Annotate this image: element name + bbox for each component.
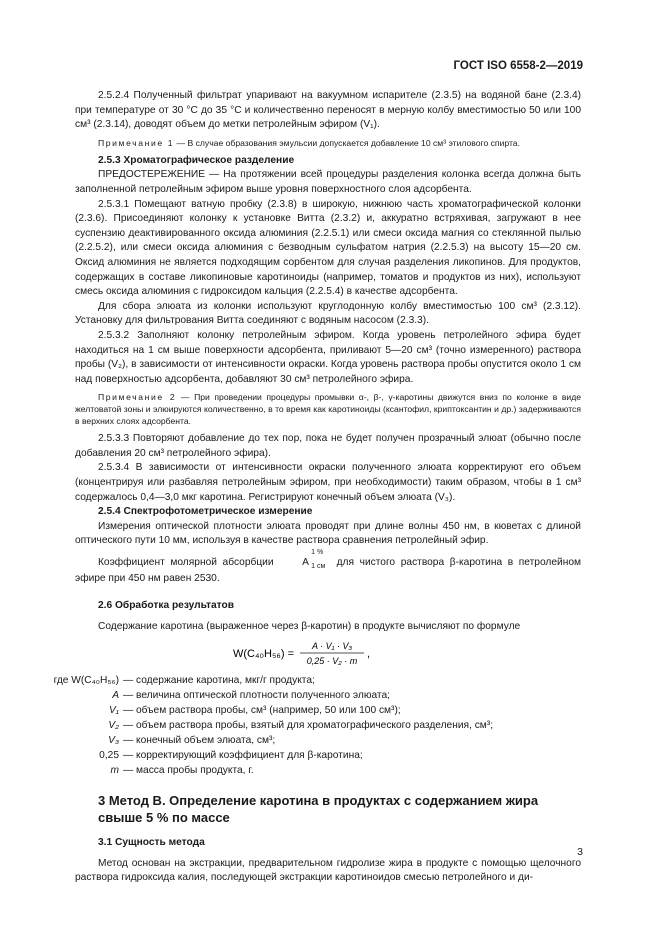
paragraph-collection: Для сбора элюата из колонки используют круглодонную колбу вместимостью 100 см³ (2.3.12). Установку для фильтрования Витта соединяют с водяным насосом (2.3.3). [75, 300, 581, 327]
absorption-sup: 1 % [311, 549, 324, 557]
absorption-text-after: для чистого раствора β-каротина в петролейном эфире при 450 нм равен 2530. [75, 557, 581, 585]
paragraph-2-5-3-4: 2.5.3.4 В зависимости от интенсивности окраски полученного элюата корректируют его объем (концентрируя или разбавляя петролейным эфиром, при необходимости) таким образом, чтобы в 1 см³ содержалось 0,4—3,0 мкг каротина. Регистрируют конечный объем элюата (V₃). [75, 462, 581, 503]
definition-row [23, 688, 581, 703]
formula-numerator: A · V₁ · V₃ [311, 641, 353, 652]
definition-symbol: A [112, 690, 119, 702]
formula-definitions [23, 673, 581, 778]
definition-row [23, 703, 581, 718]
paragraph-2-5-2-4: 2.5.2.4 Полученный фильтрат упаривают на вакуумном испарителе (2.3.5) на водяной бане (2.3.4) при температуре от 30 °С до 35 °С и количественно переносят в мерную колбу вместимостью 50 или 100 см³ (2.3.14), доводят объем до метки петролейным эфиром (V₁). [75, 90, 581, 131]
definition-text: — величина оптической плотности полученного элюата; [123, 690, 390, 702]
absorption-sub: 1 см [311, 563, 326, 571]
paragraph-2-5-3-1: 2.5.3.1 Помещают ватную пробку (2.3.8) в широкую, нижнюю часть хроматографической колонки (2.3.6). Присоединяют колонку к установке Витта (2.3.2) и, аккуратно встряхивая, загружают в нее суспензию деактивированного оксида алюминия (2.2.5.1) или смеси оксида магния со стеклянной пылью (2.2.5.2), или смеси оксида алюминия с безводным сульфатом натрия (2.2.5.3) на высоту 15—20 см. Оксид алюминия не является подходящим сорбентом для случая разделения ликопинов. Для продуктов, содержащих в составе ликопиновые каротиноиды (например, томатов и продуктов из них), используют смесь оксида алюминия с гидроксидом кальция (2.2.5.4) в качестве адсорбента. [75, 198, 581, 298]
definition-text: — содержание каротина, мкг/г продукта; [123, 675, 315, 687]
paragraph-3-1: Метод основан на экстракции, предварительном гидролизе жира в продукте с помощью щелочного раствора гидроксида калия, последующей экстракции каротиноидов смесью петролейного и ди- [75, 857, 581, 884]
paragraph-formula-intro: Содержание каротина (выраженное через β-каротин) в продукте вычисляют по формуле [98, 620, 521, 632]
absorption-symbol: A 1 % 1 см [279, 555, 331, 571]
definition-row [23, 763, 581, 778]
definition-text: — корректирующий коэффициент для β-каротина; [123, 750, 363, 762]
note-2-text: — При проведении процедуры промывки α-, β-, γ-каротины движутся вниз по колонке в виде желтоватой зоны и элюируются количественно, в то время как каротиноиды (ксантофил, криптоксантин и др.) задерживаются в верхних слоях адсорбента. [75, 392, 582, 427]
paragraph-2-5-3-2: 2.5.3.2 Заполняют колонку петролейным эфиром. Когда уровень петролейного эфира будет находиться на 1 см выше поверхности адсорбента, приливают 5—20 см³ (точно измеренного) раствора пробы (V₂), в зависимости от интенсивности окраски. Когда уровень раствора пробы опустится около 1 см над поверхностью адсорбента, добавляют 30 см³ петролейного эфира. [75, 329, 581, 385]
formula-lhs: W(C₄₀H₅₆) = [233, 648, 294, 661]
heading-2-5-4: 2.5.4 Спектрофотометрическое измерение [98, 506, 313, 518]
definition-text: — масса пробы продукта, г. [123, 765, 254, 777]
note-1 [75, 137, 581, 149]
definition-text: — объем раствора пробы, см³ (например, 50 или 100 см³); [123, 705, 401, 717]
formula-denominator: 0,25 · V₂ · m [306, 656, 358, 667]
definition-symbol: V₁ [108, 705, 119, 717]
definition-row [23, 673, 581, 688]
page-number: 3 [577, 846, 583, 858]
note-2 [75, 391, 581, 427]
paragraph-2-5-3-3: 2.5.3.3 Повторяют добавление до тех пор, пока не будет получен прозрачный элюат (обычно после добавления 20 см³ петролейного эфира). [75, 433, 581, 459]
paragraph-absorption [75, 549, 581, 587]
definition-symbol: V₃ [108, 735, 119, 747]
definition-symbol: 0,25 [99, 750, 119, 762]
heading-2-5-3: 2.5.3 Хроматографическое разделение [98, 154, 295, 166]
paragraph-measurement: Измерения оптической плотности элюата проводят при длине волны 450 нм, в кюветах с длиной оптического пути 10 мм, используя в качестве раствора сравнения петролейный эфир. [75, 520, 581, 547]
note-1-text: — В случае образования эмульсии допускается добавление 10 см³ этилового спирта. [174, 137, 520, 148]
heading-3-1: 3.1 Сущность метода [98, 837, 205, 849]
definition-symbol: V₂ [108, 720, 119, 732]
definition-symbol: где W(C₄₀H₅₆) [53, 675, 119, 687]
definition-row [23, 748, 581, 763]
document-body [53, 89, 582, 886]
definition-row [23, 718, 581, 733]
standard-designation: ГОСТ ISO 6558-2—2019 [453, 60, 583, 72]
heading-section-3: 3 Метод В. Определение каротина в продуктах с содержанием жира свыше 5 % по массе [98, 793, 539, 826]
note-1-label: Примечание 1 [98, 137, 175, 148]
definition-text: — конечный объем элюата, см³; [123, 735, 276, 747]
warning-text: ПРЕДОСТЕРЕЖЕНИЕ — На протяжении всей процедуры разделения колонка всегда должна быть заполненной петролейным эфиром выше уровня поверхностного слоя адсорбента. [75, 169, 581, 195]
definition-row [23, 733, 581, 748]
formula-graphic [228, 638, 428, 668]
heading-2-6: 2.6 Обработка результатов [98, 600, 235, 612]
note-2-label: Примечание 2 [98, 392, 177, 403]
definition-symbol: m [110, 765, 119, 777]
absorption-text-before: Коэффициент молярной абсорбции [98, 557, 280, 569]
formula [75, 638, 581, 668]
formula-tail: , [367, 648, 371, 661]
definition-text: — объем раствора пробы, взятый для хроматографического разделения, см³; [123, 720, 494, 732]
